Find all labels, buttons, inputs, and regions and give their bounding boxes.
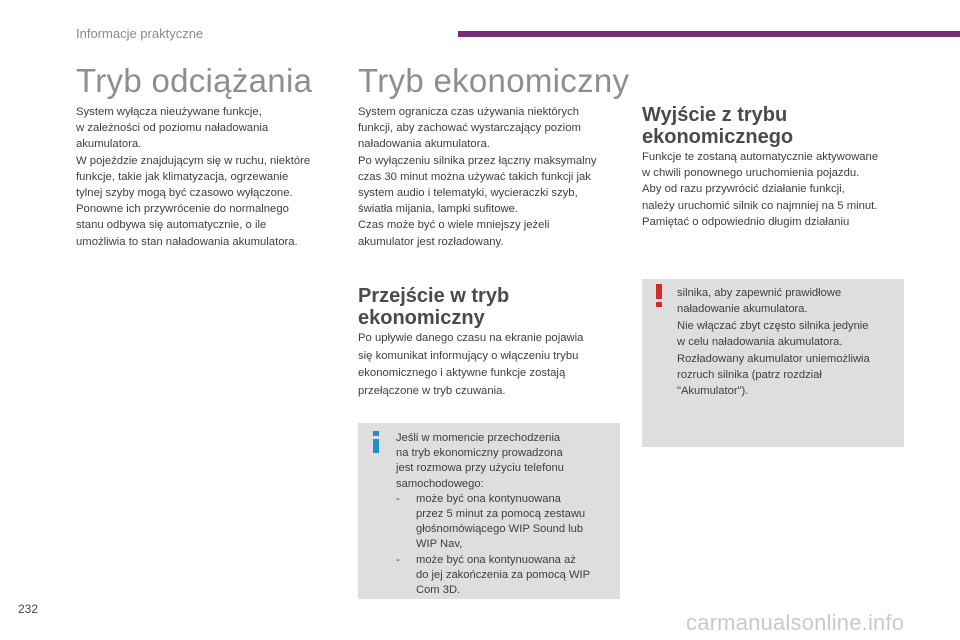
text-line: czas 30 minut można używać takich funkcji jak	[358, 170, 591, 183]
info-note-list	[396, 492, 616, 598]
text-line: Po wyłączeniu silnika przez łączny maksymalny	[358, 154, 597, 167]
text-line: światła mijania, lampki sufitowe.	[358, 203, 519, 216]
warning-note-text	[677, 285, 899, 400]
heading-line: ekonomiczny	[358, 307, 485, 329]
text-line: funkcji, aby zachować wystarczający poziom	[358, 122, 581, 135]
col2-sub-body	[358, 330, 628, 400]
text-line: Pamiętać o odpowiednio długim działaniu	[642, 215, 850, 228]
heading-line: Przejście w tryb	[358, 285, 510, 307]
text-line: na tryb ekonomiczny prowadzona	[396, 447, 563, 460]
header-accent-bar	[458, 31, 960, 37]
list-dash: -	[396, 492, 400, 505]
heading-przejscie-w-tryb	[358, 285, 618, 329]
text-line: w celu naładowania akumulatora.	[677, 336, 843, 349]
list-item	[396, 492, 616, 553]
text-line: do jej zakończenia za pomocą WIP	[416, 568, 591, 581]
text-line: samochodowego:	[396, 477, 484, 490]
text-line: należy uruchomić silnik co najmniej na 5 minut.	[642, 199, 878, 212]
text-line: Nie włączać zbyt często silnika jedynie	[677, 319, 869, 332]
watermark: carmanualsonline.info	[686, 610, 905, 635]
text-line: Jeśli w momencie przechodzenia	[396, 432, 561, 444]
text-line: umożliwia to stan naładowania akumulatora.	[76, 235, 298, 248]
text-line: tylnej szyby mogą być czasowo wyłączone.	[76, 187, 293, 200]
text-line: system audio i telematyki, wycieraczki szyb,	[358, 187, 578, 200]
text-line: głośnomówiącego WIP Sound lub	[416, 523, 584, 536]
text-line: rozruch silnika (patrz rozdział	[677, 369, 822, 382]
text-line: "Akumulator").	[677, 385, 749, 398]
text-line: przełączone w tryb czuwania.	[358, 384, 506, 397]
text-line: Po upływie danego czasu na ekranie pojawia	[358, 332, 584, 344]
heading-line: ekonomicznego	[642, 126, 794, 148]
info-icon	[372, 431, 380, 453]
text-line: akumulator jest rozładowany.	[358, 235, 504, 248]
title-tryb-ekonomiczny: Tryb ekonomiczny	[358, 62, 630, 99]
text-line: funkcje, takie jak klimatyzacja, ogrzewanie	[76, 170, 289, 183]
text-line: jest rozmowa przy użyciu telefonu	[396, 462, 564, 475]
info-note-text	[396, 431, 616, 598]
heading-wyjscie-z-trybu	[642, 104, 902, 148]
text-line: w chwili ponownego uruchomienia pojazdu.	[642, 167, 860, 180]
col3-body	[642, 149, 912, 230]
text-line: przez 5 minut za pomocą zestawu	[416, 508, 586, 521]
text-line: Com 3D.	[416, 584, 461, 597]
text-line: w zależności od poziomu naładowania	[76, 122, 269, 135]
page-number: 232	[18, 602, 39, 616]
text-line: stanu odbywa się automatycznie, o ile	[76, 219, 267, 232]
text-line: się komunikat informujący o włączeniu trybu	[358, 349, 579, 362]
text-line: Ponowne ich przywrócenie do normalnego	[76, 203, 289, 216]
heading-line: Wyjście z trybu	[642, 104, 788, 126]
text-line: naładowanie akumulatora.	[677, 303, 808, 316]
text-line: System ogranicza czas używania niektórych	[358, 106, 580, 118]
list-item	[396, 553, 616, 599]
list-dash: -	[396, 553, 400, 566]
text-line: Funkcje te zostaną automatycznie aktywowane	[642, 151, 879, 163]
text-line: może być ona kontynuowana aż	[416, 553, 576, 566]
text-line: silnika, aby zapewnić prawidłowe	[677, 287, 842, 299]
col2-body	[358, 104, 628, 250]
text-line: Czas może być o wiele mniejszy jeżeli	[358, 219, 550, 232]
title-tryb-odciazania: Tryb odciążania	[76, 62, 313, 99]
text-line: WIP Nav,	[416, 538, 463, 551]
text-line: ekonomicznego i aktywne funkcje zostają	[358, 367, 566, 379]
text-line: System wyłącza nieużywane funkcje,	[76, 106, 262, 118]
section-header: Informacje praktyczne	[76, 26, 204, 41]
warning-icon	[655, 284, 663, 306]
text-line: W pojeździe znajdującym się w ruchu, niektóre	[76, 154, 311, 167]
text-line: Aby od razu przywrócić działanie funkcji,	[642, 183, 845, 196]
text-line: naładowania akumulatora.	[358, 138, 490, 151]
col1-body	[76, 104, 336, 250]
text-line: Rozładowany akumulator uniemożliwia	[677, 352, 870, 365]
text-line: akumulatora.	[76, 138, 142, 151]
text-line: może być ona kontynuowana	[416, 492, 561, 505]
